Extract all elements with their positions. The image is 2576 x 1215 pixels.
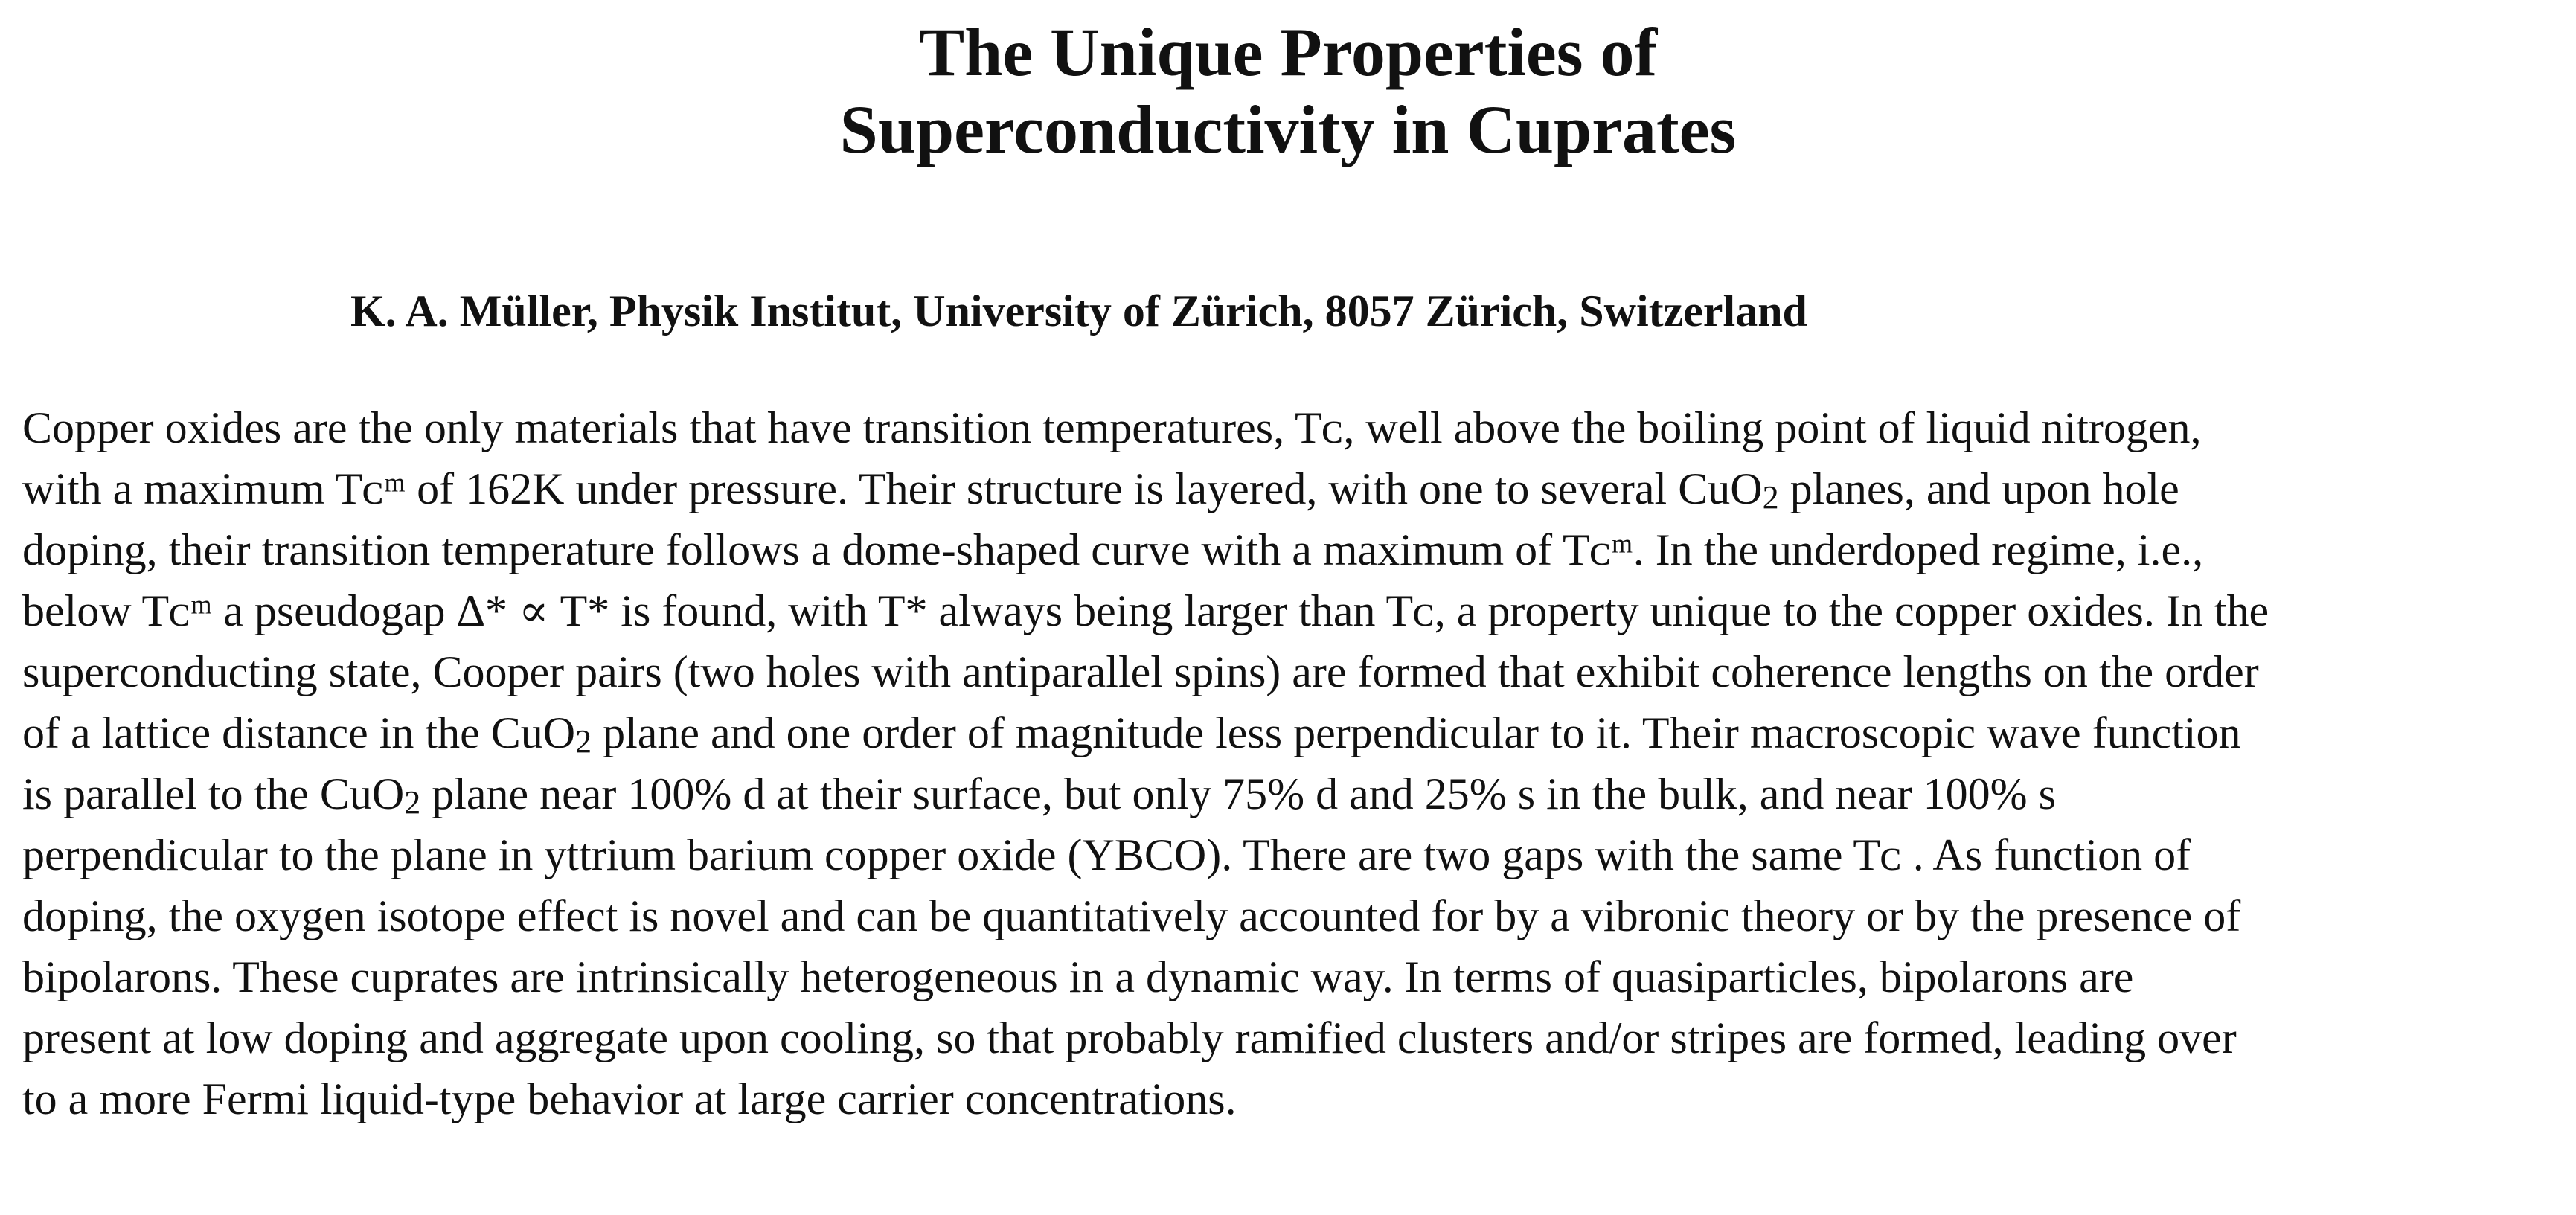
title-line-2: Superconductivity in Cuprates [839,92,1737,167]
abstract-line-2 [22,458,2560,519]
author-affiliation: K. A. Müller, Physik Institut, University of Zürich, 8057 Zürich, Switzerland [350,286,1807,336]
title-line-1: The Unique Properties of [918,14,1658,90]
abstract-line-7-part-1: is parallel to the CuO [22,769,405,818]
abstract-line-2-part-1: with a maximum Tᴄᵐ of 162K under pressure. Their structure is layered, with one to several CuO [22,464,1763,513]
abstract-line-10: bipolarons. These cuprates are intrinsically heterogeneous in a dynamic way. In terms of quasiparticles, bipolarons are [22,952,2134,1001]
abstract-line-3: doping, their transition temperature follows a dome-shaped curve with a maximum of Tᴄᵐ. In the underdoped regime, i.e., [22,525,2204,574]
abstract [22,397,2560,1129]
abstract-line-6 [22,702,2560,763]
abstract-line-8: perpendicular to the plane in yttrium barium copper oxide (YBCO). There are two gaps with the same Tᴄ . As function of [22,830,2191,879]
abstract-line-9: doping, the oxygen isotope effect is novel and can be quantitatively accounted for by a vibronic theory or by the presence of [22,891,2241,940]
abstract-line-7 [22,763,2560,824]
abstract-line-11: present at low doping and aggregate upon cooling, so that probably ramified clusters and/or stripes are formed, leading over [22,1013,2237,1062]
abstract-line-2-part-2: planes, and upon hole [1778,464,2179,513]
abstract-line-7-part-2: plane near 100% d at their surface, but only 75% d and 25% s in the bulk, and near 100% s [420,769,2056,818]
paper-title [0,13,2576,168]
abstract-line-4: below Tᴄᵐ a pseudogap Δ* ∝ T* is found, with T* always being larger than Tᴄ, a property unique to the copper oxides. In the [22,586,2269,635]
abstract-line-5: superconducting state, Cooper pairs (two holes with antiparallel spins) are formed that exhibit coherence lengths on the order [22,647,2259,696]
abstract-line-12: to a more Fermi liquid-type behavior at large carrier concentrations. [22,1074,1237,1123]
cuo2-subscript: 2 [404,784,421,821]
cuo2-subscript: 2 [575,723,592,760]
cuo2-subscript: 2 [1762,479,1779,516]
abstract-line-6-part-2: plane and one order of magnitude less perpendicular to it. Their macroscopic wave function [592,708,2241,757]
abstract-line-1: Copper oxides are the only materials that have transition temperatures, Tᴄ, well above the boiling point of liquid nitrogen, [22,403,2202,452]
abstract-line-6-part-1: of a lattice distance in the CuO [22,708,576,757]
